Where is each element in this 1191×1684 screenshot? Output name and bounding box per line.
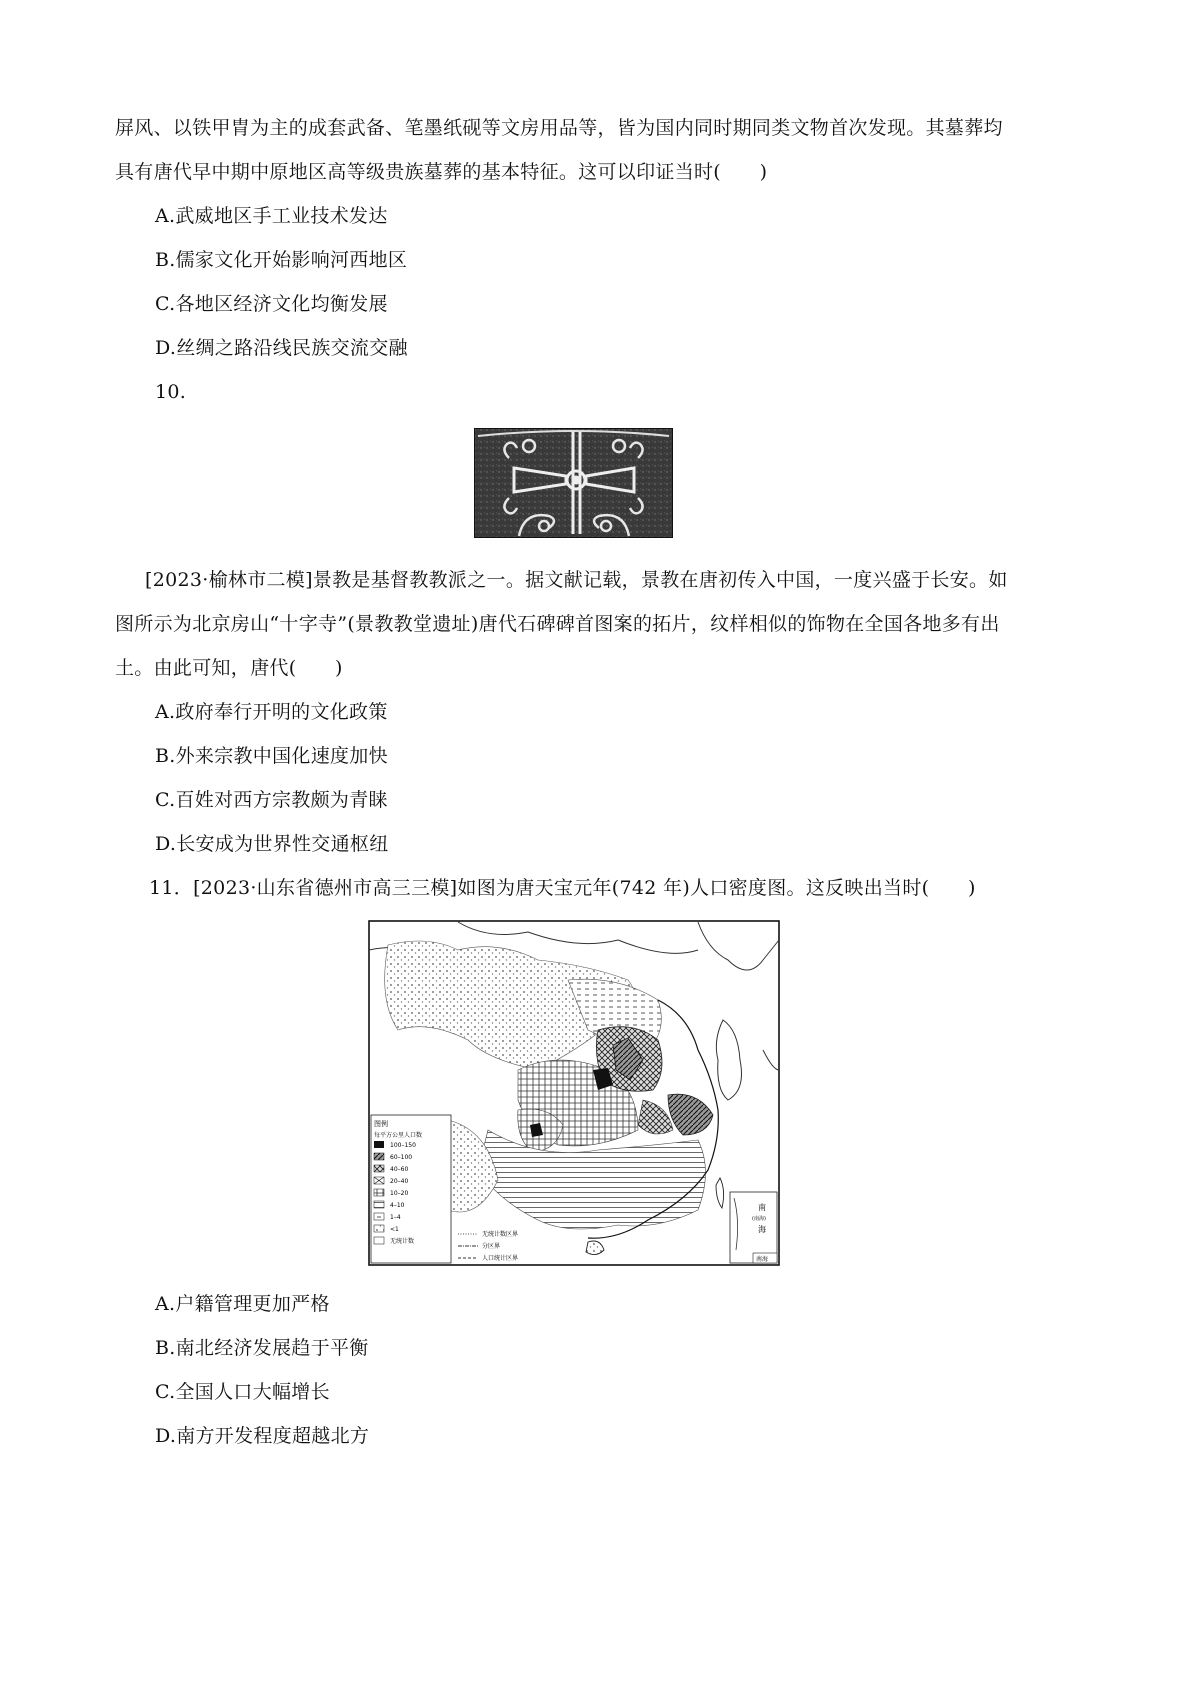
legend-item-2: 60–100: [390, 1154, 413, 1161]
q10-option-d: D.长安成为世界性交通枢纽: [155, 833, 389, 855]
inset-label-2: (南海): [752, 1216, 766, 1222]
inset-label-1: 南: [758, 1203, 766, 1212]
q10-stem-line-2: 图所示为北京房山“十字寺”(景教教堂遗址)唐代石碑碑首图案的拓片，纹样相似的饰物在全国各地多有出: [115, 613, 1000, 635]
map-legend: [371, 1115, 451, 1263]
legend-item-8: <1: [390, 1226, 399, 1233]
legend-item-1: 100–150: [390, 1142, 416, 1149]
q9-option-a: A.武威地区手工业技术发达: [155, 205, 388, 227]
q9-stem-line-1: 屏风、以铁甲胄为主的成套武备、笔墨纸砚等文房用品等，皆为国内同时期同类文物首次发现。其墓葬均: [115, 117, 1003, 139]
legend-swatch-3: [374, 1165, 384, 1172]
tang-population-density-map: [368, 920, 780, 1266]
legend-swatch-6: [374, 1201, 384, 1208]
q11-option-b: B.南北经济发展趋于平衡: [155, 1337, 369, 1359]
inset-label-4: 南海: [756, 1256, 769, 1263]
q10-stem-line-3: 土。由此可知，唐代( ): [115, 657, 343, 679]
line-legend-3: 人口统计区界: [482, 1255, 519, 1262]
q11-option-a: A.户籍管理更加严格: [155, 1293, 330, 1315]
q10-number: 10.: [155, 381, 187, 403]
legend-swatch-5: [374, 1189, 384, 1196]
q10-option-a: A.政府奉行开明的文化政策: [155, 701, 388, 723]
cross-rubbing-image: [474, 428, 673, 538]
q11-stem: 11．[2023·山东省德州市高三三模]如图为唐天宝元年(742 年)人口密度图。这反映出当时( ): [149, 877, 976, 899]
legend-item-5: 10–20: [390, 1190, 409, 1197]
q10-option-b: B.外来宗教中国化速度加快: [155, 745, 388, 767]
q9-option-d: D.丝绸之路沿线民族交流交融: [155, 337, 408, 359]
line-legend-1: 无统计数区界: [482, 1231, 519, 1238]
q11-option-c: C.全国人口大幅增长: [155, 1381, 330, 1403]
legend-item-9: 无统计数: [390, 1238, 415, 1245]
q11-option-d: D.南方开发程度超越北方: [155, 1425, 370, 1447]
legend-item-6: 4–10: [390, 1202, 405, 1209]
legend-swatch-9: [374, 1237, 384, 1244]
legend-swatch-1: [374, 1141, 384, 1148]
legend-item-4: 20–40: [390, 1178, 409, 1185]
legend-swatch-8: [374, 1225, 384, 1232]
legend-swatch-2: [374, 1153, 384, 1160]
q9-option-b: B.儒家文化开始影响河西地区: [155, 249, 408, 271]
legend-item-7: 1–4: [390, 1214, 401, 1221]
q10-stem-line-1: [2023·榆林市二模]景教是基督教教派之一。据文献记载，景教在唐初传入中国，一度兴盛于长安。如: [145, 569, 1008, 591]
legend-item-3: 40–60: [390, 1166, 409, 1173]
legend-subtitle: 每平方公里人口数: [374, 1132, 423, 1139]
q10-option-c: C.百姓对西方宗教颇为青睐: [155, 789, 388, 811]
q9-option-c: C.各地区经济文化均衡发展: [155, 293, 388, 315]
south-sea-inset: [730, 1192, 777, 1263]
legend-swatch-7: [374, 1213, 384, 1220]
inset-label-3: 海: [758, 1225, 766, 1234]
legend-title: 图例: [374, 1120, 388, 1128]
q9-stem-line-2: 具有唐代早中期中原地区高等级贵族墓葬的基本特征。这可以印证当时( ): [115, 161, 768, 183]
line-legend-2: 分区界: [482, 1243, 501, 1250]
